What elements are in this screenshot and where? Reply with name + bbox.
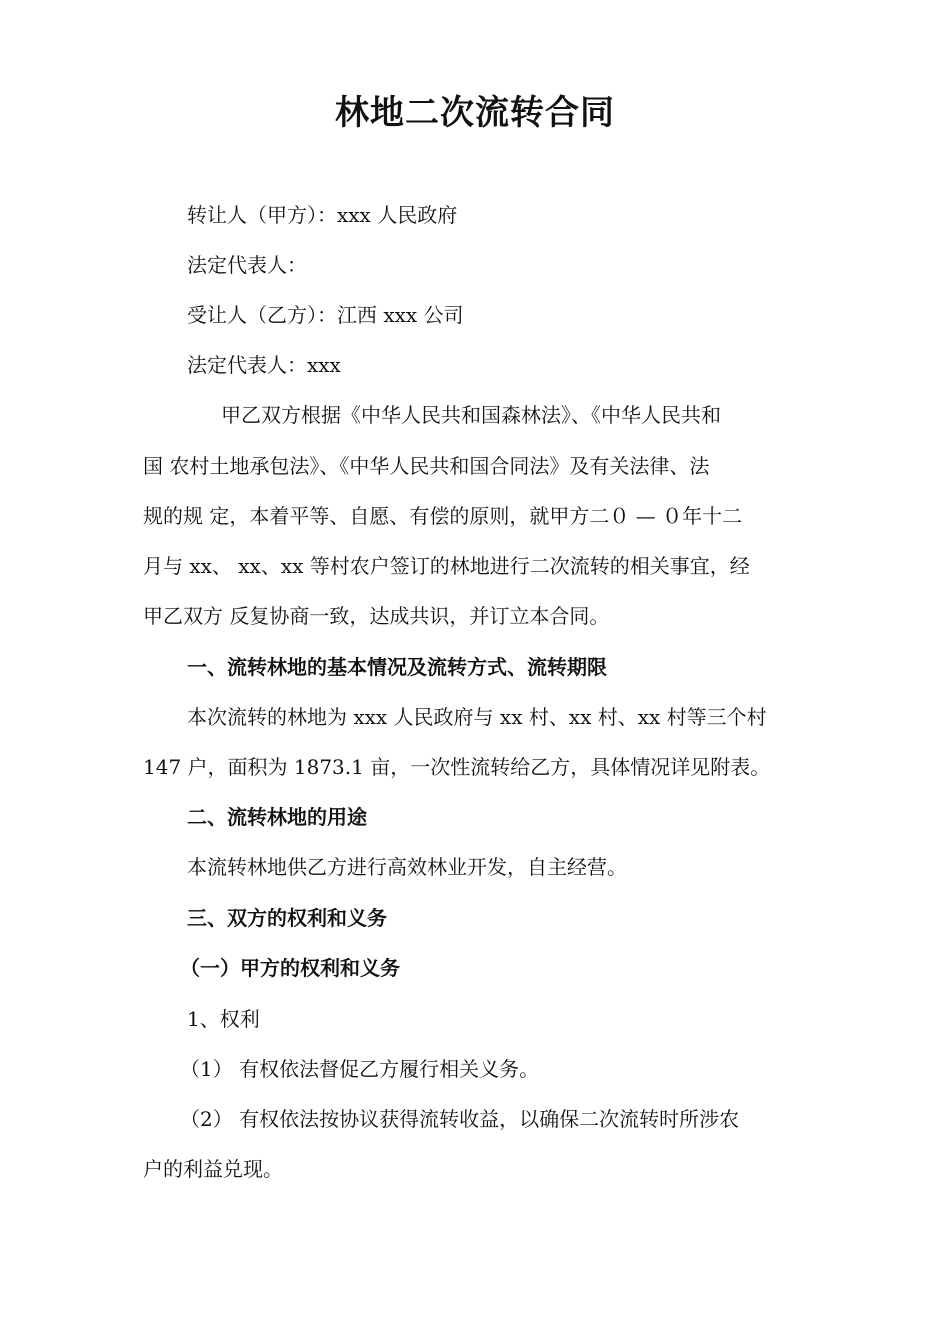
document-title: 林地二次流转合同 (335, 93, 615, 133)
section-1-line: 147 户，面积为 1873.1 亩，一次性流转给乙方，具体情况详见附表。 (143, 755, 771, 779)
section-1-heading: 一、流转林地的基本情况及流转方式、流转期限 (187, 655, 607, 679)
section-2-text: 本流转林地供乙方进行高效林业开发，自主经营。 (187, 855, 627, 879)
subsection-1-heading: （一）甲方的权利和义务 (180, 956, 400, 980)
section-2-heading: 二、流转林地的用途 (187, 805, 367, 829)
preamble-line: 甲乙双方 反复协商一致，达成共识，并订立本合同。 (143, 604, 610, 628)
preamble-line: 国 农村土地承包法》、《中华人民共和国合同法》及有关法律、法 (143, 454, 710, 478)
rights-label: 1、权利 (187, 1007, 260, 1031)
preamble-line: 甲乙双方根据《中华人民共和国森林法》、《中华人民共和 (221, 403, 721, 427)
preamble-line: 规的规 定，本着平等、自愿、有偿的原则，就甲方二０ — ０年十二 (143, 504, 743, 528)
right-item-2-continued: 户的利益兑现。 (143, 1157, 283, 1181)
party-a: 转让人（甲方）：xxx 人民政府 (187, 203, 458, 227)
section-1-line: 本次流转的林地为 xxx 人民政府与 xx 村、xx 村、xx 村等三个村 (187, 705, 767, 729)
party-b-representative: 法定代表人：xxx (187, 353, 341, 377)
right-item-2: （2） 有权依法按协议获得流转收益，以确保二次流转时所涉农 (180, 1107, 740, 1131)
party-b: 受让人（乙方）：江西 xxx 公司 (187, 303, 464, 327)
party-a-representative: 法定代表人： (187, 253, 307, 277)
right-item-1: （1） 有权依法督促乙方履行相关义务。 (180, 1057, 540, 1081)
section-3-heading: 三、双方的权利和义务 (187, 906, 387, 930)
preamble-line: 月与 xx、 xx、xx 等村农户签订的林地进行二次流转的相关事宜，经 (143, 554, 750, 578)
